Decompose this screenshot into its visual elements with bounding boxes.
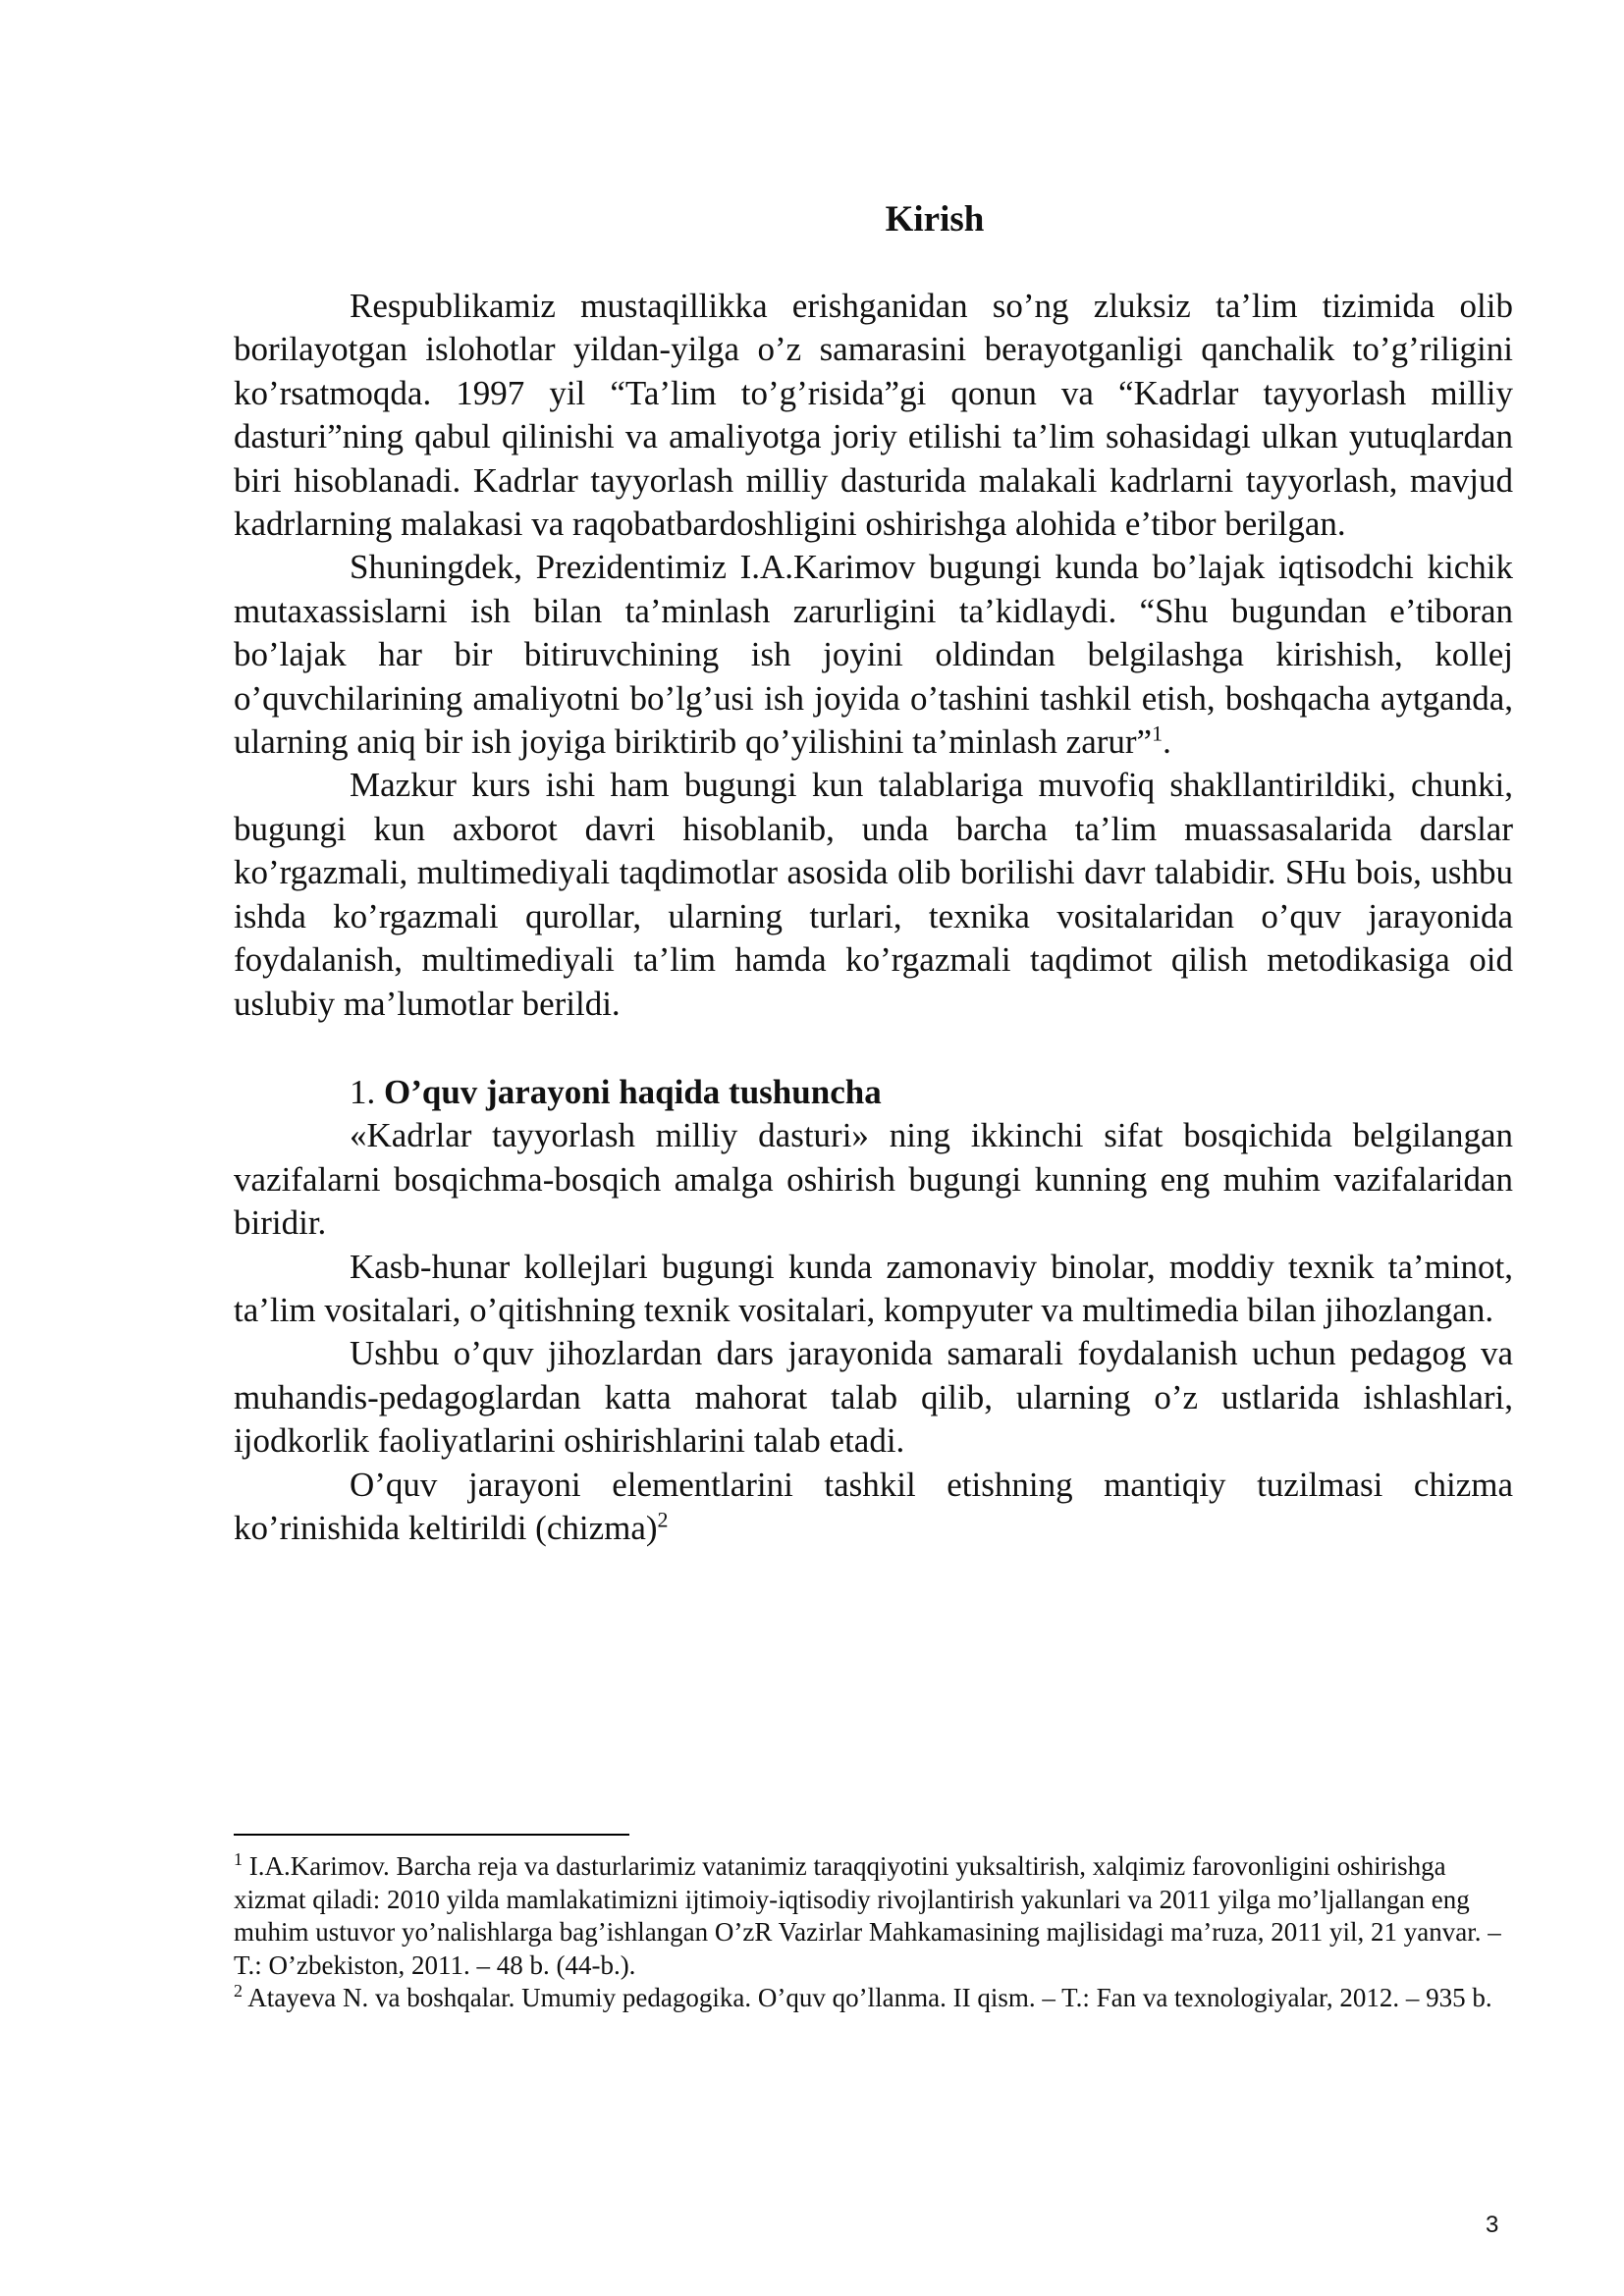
paragraph-text: . xyxy=(1163,722,1171,762)
footnote xyxy=(234,1982,1513,2015)
section-number: 1. xyxy=(350,1072,376,1111)
paragraph-text: Shuningdek, Prezidentimiz I.A.Karimov bugungi kunda bo’lajak iqtisodchi kichik mutaxassislarni ish bilan ta’minlash zarurligini ta’kidlaydi. “Shu bugundan e’tiboran bo’lajak har bir bitiruvchining ish joyini oldindan belgilashga kirishish, kollej o’quvchilarining amaliyotni bo’lg’usi ish joyida o’tashini tashkil etish, boshqacha aytganda, ularning aniq bir ish joyiga biriktirib qo’yilishini ta’minlash zarur” xyxy=(234,548,1513,762)
section-gap xyxy=(234,1026,1513,1071)
paragraph xyxy=(234,1464,1513,1551)
body-text xyxy=(234,285,1513,1550)
paragraph-text: O’quv jarayoni elementlarini tashkil etishning mantiqiy tuzilmasi chizma ko’rinishida keltirildi (chizma) xyxy=(234,1465,1513,1547)
paragraph xyxy=(234,1332,1513,1463)
page-title: Kirish xyxy=(885,199,985,240)
paragraph xyxy=(234,546,1513,764)
footnotes xyxy=(234,1850,1513,2015)
footnote-reference[interactable]: 2 xyxy=(657,1507,669,1532)
paragraph-text: Mazkur kurs ishi ham bugungi kun talablariga muvofiq shakllantirildiki, chunki, bugungi kun axborot davri hisoblanib, unda barcha ta’lim muassasalarida darslar ko’rgazmali, multimediyali taqdimotlar asosida olib borilishi davr talabidir. SHu bois, ushbu ishda ko’rgazmali qurollar, ularning turlari, texnika vositalaridan o’quv jarayonida foydalanish, multimediyali ta’lim hamda ko’rgazmali taqdimot qilish metodikasiga oid uslubiy ma’lumotlar berildi. xyxy=(234,766,1513,1023)
footnote-text: I.A.Karimov. Barcha reja va dasturlarimiz vatanimiz taraqqiyotini yuksaltirish, xalqimiz farovonligini oshirishga xizmat qiladi: 2010 yilda mamlakatimizni ijtimoiy-iqtisodiy rivojlantirish yakunlari va 2011 yilga mo’ljallangan eng muhim ustuvor yo’nalishlarga bag’ishlangan O’zR Vazirlar Mahkamasining majlisidagi ma’ruza, 2011 yil, 21 yanvar. – T.: O’zbekiston, 2011. – 48 b. (44-b.). xyxy=(234,1851,1501,1980)
section-heading xyxy=(234,1071,1513,1114)
footnote-marker: 2 xyxy=(234,1981,243,2001)
paragraph xyxy=(234,1246,1513,1333)
paragraph xyxy=(234,1114,1513,1245)
paragraph-text: Respublikamiz mustaqillikka erishganidan so’ng zluksiz ta’lim tizimida olib borilayotgan islohotlar yildan-yilga o’z samarasini berayotganligi qanchalik to’g’riligini ko’rsatmoqda. 1997 yil “Ta’lim to’g’risida”gi qonun va “Kadrlar tayyorlash milliy dasturi”ning qabul qilinishi va amaliyotga joriy etilishi ta’lim sohasidagi ulkan yutuqlardan biri hisoblanadi. Kadrlar tayyorlash milliy dasturida malakali kadrlarni tayyorlash, mavjud kadrlarning malakasi va raqobatbardoshligini oshirishga alohida e’tibor berilgan. xyxy=(234,287,1513,544)
footnote-divider xyxy=(234,1834,629,1836)
paragraph-text: Kasb-hunar kollejlari bugungi kunda zamonaviy binolar, moddiy texnik ta’minot, ta’lim vositalari, o’qitishning texnik vositalari, kompyuter va multimedia bilan jihozlangan. xyxy=(234,1247,1513,1329)
footnote-reference[interactable]: 1 xyxy=(1152,721,1164,746)
page-number: 3 xyxy=(1486,2212,1499,2238)
paragraph-text: «Kadrlar tayyorlash milliy dasturi» ning ikkinchi sifat bosqichida belgilangan vazifalarni bosqichma-bosqich amalga oshirish bugungi kunning eng muhim vazifalaridan biridir. xyxy=(234,1116,1513,1243)
section-title: O’quv jarayoni haqida tushuncha xyxy=(384,1072,882,1111)
paragraph xyxy=(234,764,1513,1025)
footnote xyxy=(234,1850,1513,1982)
paragraph-text: Ushbu o’quv jihozlardan dars jarayonida samarali foydalanish uchun pedagog va muhandis-pedagoglardan katta mahorat talab qilib, ularning o’z ustlarida ishlashlari, ijodkorlik faoliyatlarini oshirishlarini talab etadi. xyxy=(234,1334,1513,1461)
footnote-text: Atayeva N. va boshqalar. Umumiy pedagogika. O’quv qo’llanma. II qism. – T.: Fan va texnologiyalar, 2012. – 935 b. xyxy=(243,1983,1492,2012)
footnote-marker: 1 xyxy=(234,1849,243,1869)
paragraph xyxy=(234,285,1513,546)
